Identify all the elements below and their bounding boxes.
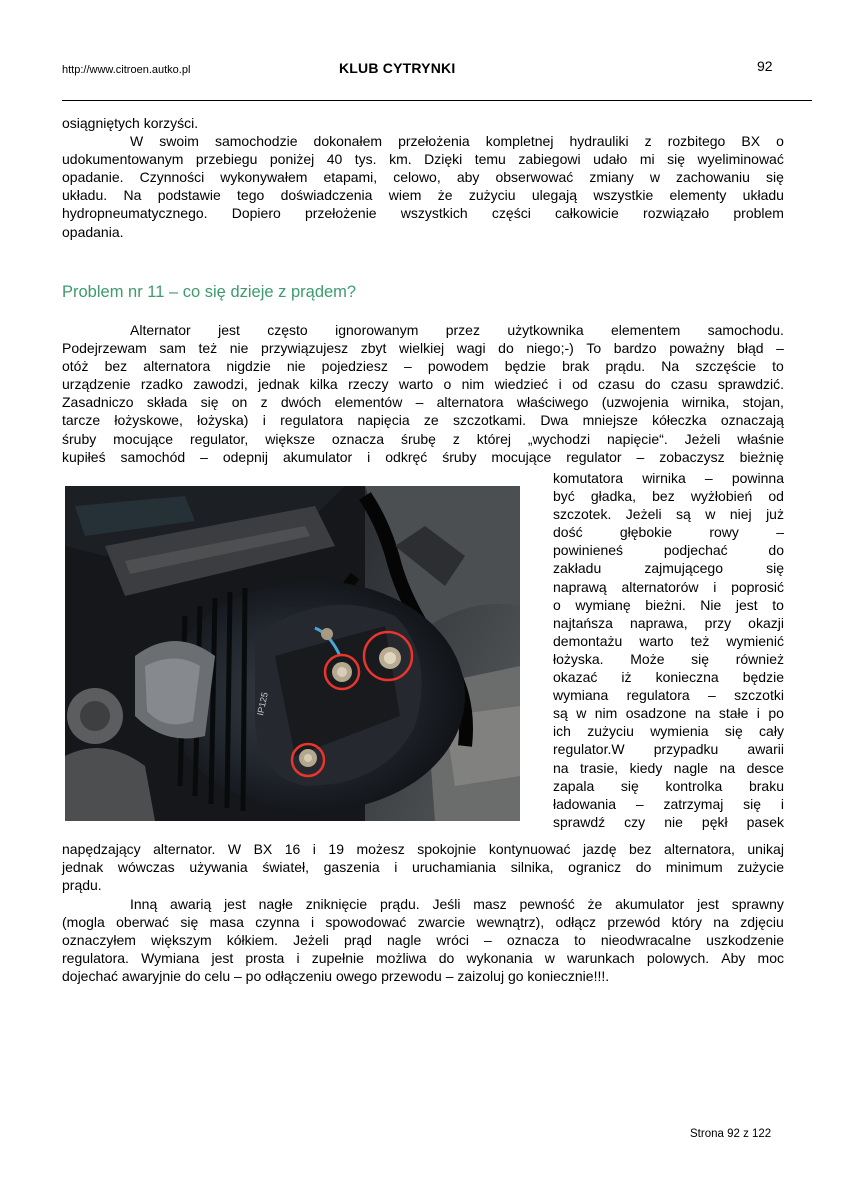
text-line: dojechać awaryjnie do celu – po odłączeniu owego przewodu – zaizoluj go koniecznie!!!. [62,968,610,985]
text-line: osiągniętych korzyści. [62,115,199,131]
text-line: szczotek. Jeżeli są w niej już [553,506,784,523]
text-line: prądu. [62,877,102,894]
text-line: tarcze łożyskowe, łożyska) i regulatora napięcia ze szczotkami. Dwa mniejsze kółeczka oznaczają [62,412,784,429]
text-line: są w nim osadzone na stałe i po [553,705,784,722]
alternator-photo [65,486,520,821]
text-line: ładowania – zatrzymaj się i [553,795,784,812]
text-line: (mogla oberwać się masa czynna i spowodować zwarcie wewnątrz), odłącz przewód który na zdjęciu [62,914,784,931]
text-line: wymiana regulatora – szczotki [553,687,784,704]
header-divider [62,100,812,101]
text-line: ich zużyciu wymienia się cały [553,723,784,740]
page-footer: Strona 92 z 122 [690,1128,772,1140]
text-line: Inną awarią jest nagłe zniknięcie prądu. Jeśli masz pewność że akumulator jest sprawny [130,896,784,912]
text-line: komutatora wirnika – powinna [553,470,784,486]
intro-paragraph [62,114,784,241]
header-page-number: 92 [757,58,773,74]
header-url: http://www.citroen.autko.pl [62,64,191,76]
text-line: okazać iż konieczna będzie [553,669,784,686]
text-line: naprawą alternatorów i poprosić [553,578,784,595]
final-paragraph [62,895,784,985]
text-line: W swoim samochodzie dokonałem przełożenia kompletnej hydrauliki z rozbitego BX o [130,133,784,150]
text-line: być gładka, bez wyżłobień od [553,488,784,505]
text-line: regulatora. Wymiana jest prosta i zupełnie możliwa do wykonania w warunkach polowych. Aby moc [62,950,784,967]
text-line: zapala się kontrolka braku [553,777,784,794]
text-line: na trasie, kiedy nagle na desce [553,759,784,776]
section-paragraph [62,321,784,466]
text-line: zakładu zajmującego się [553,560,784,577]
text-line: dość głębokie rowy – [553,524,784,541]
text-line: udokumentowanym przebiegu poniżej 40 tys. km. Dzięki temu zabiegowi udało mi się wyeliminować [62,151,784,168]
text-line: powinieneś podjechać do [553,542,784,559]
text-line: jednak wówczas używania świateł, gaszenia i uruchamiania silnika, ogranicz do minimum zużycie [62,859,784,876]
text-line: łożyska. Może się również [553,650,784,667]
text-line: o wymianę bieżni. Nie jest to [553,596,784,613]
text-line: najtańsza naprawa, przy okazji [553,614,784,631]
text-line: opadania. [62,223,124,240]
text-line: urządzenie rzadko zawodzi, jednak kilka rzeczy warto o nim wiedzieć i od czasu do czasu sprawdzić. [62,376,784,393]
text-line: otóż bez alternatora nigdzie nie pojedziesz – powodem będzie brak prądu. Na szczęście to [62,358,784,375]
text-line: sprawdź czy nie pękł pasek [553,813,784,830]
section-heading: Problem nr 11 – co się dzieje z prądem? [62,283,357,301]
text-line: hydropneumatycznego. Dopiero przełożenie wszystkich części całkowicie rozwiązało problem [62,205,784,222]
text-line: Podejrzewam sam też nie przywiązujesz zbyt wielkiej wagi do niego;-) To bardzo poważny błąd – [62,340,784,357]
text-line: kupiłeś samochód – odepnij akumulator i odkręć śruby mocujące regulator – zobaczysz bieżnię [62,448,784,465]
text-line: Alternator jest często ignorowanym przez użytkownika elementem samochodu. [130,322,784,338]
wrapped-text-column [553,469,784,831]
text-line: opadanie. Czynności wykonywałem etapami, celowo, aby obserwować zmiany w zachowaniu się [62,169,784,186]
text-line: Zasadniczo składa się on z dwóch elementów – alternatora właściwego (uzwojenia wirnika, stojan, [62,394,784,411]
text-line: układu. Na podstawie tego doświadczenia wiem że zużyciu ulegają wszystkie elementy układu [62,187,784,204]
text-line: regulator.W przypadku awarii [553,741,784,758]
after-image-paragraph [62,840,784,894]
header-title: KLUB CYTRYNKI [339,60,456,76]
alternator-stamp: IP125 [255,691,270,717]
text-line: oznaczyłem większym kółkiem. Jeżeli prąd nagle wróci – oznacza to nieodwracalne uszkodzenie [62,932,784,949]
text-line: napędzający alternator. W BX 16 i 19 możesz spokojnie kontynuować jazdę bez alternatora, unikaj [62,841,784,857]
text-line: śruby mocujące regulator, większe oznacza śrubę z której „wychodzi napięcie“. Jeżeli właśnie [62,430,784,447]
text-line: demontażu warto też wymienić [553,632,784,649]
